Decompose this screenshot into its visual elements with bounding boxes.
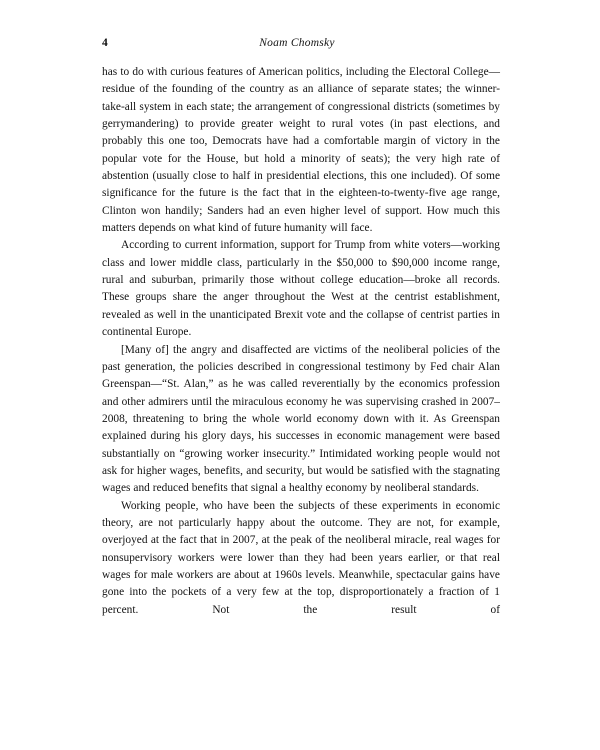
paragraph-1: has to do with curious features of American politics, including the Electoral College—residue of the founding of the country as an alliance of separate states; the winner-take-all system in each state; the arrangement of congressional districts (sometimes by gerrymandering) to provide greater weight to rural votes (in past elections, and probably this one too, Democrats have had a comfortable margin of victory in the popular vote for the House, but hold a minority of seats); the very high rate of abstention (usually close to half in presidential elections, this one included). Of some significance for the future is the fact that in the eighteen-to-twenty-five age range, Clinton won handily; Sanders had an even higher level of support. How much this matters depends on what kind of future humanity will face. — [102, 66, 500, 235]
paragraph-3: [Many of] the angry and disaffected are victims of the neoliberal policies of the past generation, the policies described in congressional testimony by Fed chair Alan Greenspan—“St. Alan,” as he was called reverentially by the economics profession and other admirers until the miraculous economy he was supervising crashed in 2007–2008, threatening to bring the whole world economy down with it. As Greenspan explained during his glory days, his successes in economic management were based substantially on “growing worker insecurity.” Intimidated working people would not ask for higher wages, benefits, and security, but would be satisfied with the stagnating wages and reduced benefits that signal a healthy economy by neoliberal standards. — [102, 343, 500, 495]
paragraph-4: Working people, who have been the subjects of these experiments in economic theory, are not particularly happy about the outcome. They are not, for example, overjoyed at the fact that in 2007, at the peak of the neoliberal miracle, real wages for nonsupervisory workers were lower than they had been years earlier, or that real wages for male workers are about at 1960s levels. Meanwhile, spectacular gains have gone into the pockets of a very few at the top, disproportionately a fraction of 1 percent. Not the result of — [102, 499, 500, 616]
running-head — [102, 34, 500, 54]
running-head-title: Noam Chomsky — [259, 37, 335, 49]
page-number: 4 — [102, 37, 108, 49]
body-text-column — [102, 64, 500, 636]
paragraph-2: According to current information, support for Trump from white voters—working class and lower middle class, particularly in the $50,000 to $90,000 income range, rural and suburban, primarily those without college education—broke all records. These groups share the anger throughout the West at the centrist establishment, revealed as well in the unanticipated Brexit vote and the collapse of centrist parties in continental Europe. — [102, 239, 500, 339]
